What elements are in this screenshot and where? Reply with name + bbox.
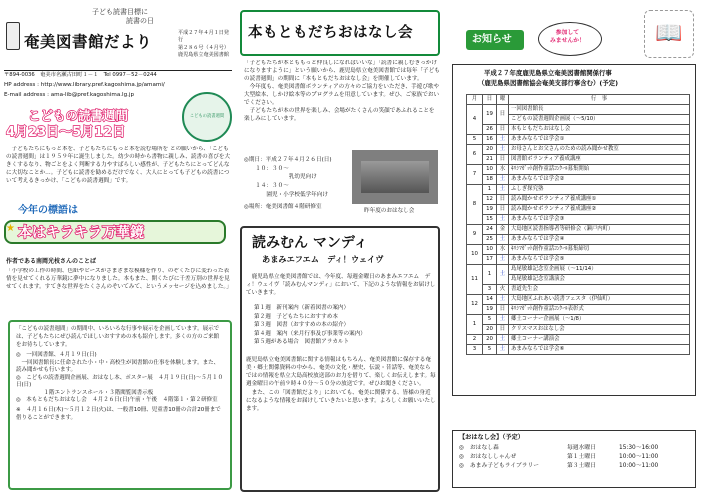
schedule-table-wrap (466, 94, 690, 355)
day-cell: 26 (483, 125, 497, 135)
detail-line-6: ◎場所：奄美図書館４階研修室 (244, 204, 322, 211)
event-cell: こどもの読書週間企画展（～5/10） (509, 115, 690, 125)
regular-time: 15:30～16:00 (619, 445, 659, 452)
header-month: 月 (467, 95, 483, 105)
schedule-subtitle: （鹿児島県図書館協会奄美支部行事含む）(予定) (478, 79, 619, 87)
ohanashi-details (244, 156, 348, 212)
table-row (467, 195, 690, 205)
day-cell: 5 (483, 345, 497, 355)
week-5: 第５週がある場合 図書館アラカルト (254, 339, 350, 345)
event-cell: 島尾敏雄記念室講演会 (509, 275, 690, 285)
regular-name: ◎ あまみ子どもライブラリー (459, 463, 540, 470)
regular-row (459, 462, 689, 471)
weekday-cell: 土 (497, 175, 509, 185)
issue-number: 第２８６号（４月号） (178, 44, 229, 51)
event-cell: 本もともだちおはなし会 (509, 125, 690, 135)
day-cell: 1 (483, 265, 497, 285)
weekday-cell: 土 (497, 345, 509, 355)
reading-week-title: こどもの読書週間 (28, 108, 129, 123)
yomimun-body-2: 鹿児島県立奄美図書館に関する情報はもちろん、奄美図書館に保存する奄美・郷土関係資料の中から、奄美の文化・歴史、伝説・昔話等、奄美ならではの情報を県立大島高校放送部のお力を借りて、楽しくお伝えします。毎週金曜日の午前９時４０分～５０分の放送です。ぜひお聞きください。 また、この「図書館だより」においても、奄美に関係する、皆様の身近になるような情報をお届けしていきたいと思います。よろしくお願いいたします。 (246, 357, 436, 412)
masthead-hand-lettering (60, 8, 180, 27)
weekday-cell: 日 (497, 105, 509, 125)
regular-when: 第１土曜日 (567, 454, 596, 461)
table-row (467, 155, 690, 165)
month-cell: 4 (467, 105, 483, 135)
month-cell: 10 (467, 245, 483, 265)
weekday-cell: 火 (497, 285, 509, 295)
weekday-cell: 日 (497, 205, 509, 215)
day-cell: 25 (483, 235, 497, 245)
day-cell: 5 (483, 315, 497, 325)
event-cell: 書道先生会 (509, 285, 690, 295)
event-cell: お母さんとお父さんのための読み聞かせ教室 (509, 145, 690, 155)
weekday-cell: 水 (497, 245, 509, 255)
day-cell: 10 (483, 165, 497, 175)
address: 〒894-0036 奄美市名瀬古田町１－１ Tel 0997－52－0244 (4, 72, 157, 78)
weekday-cell: 金 (497, 225, 509, 235)
event-cell: あまみならでは学会② (509, 175, 690, 185)
day-cell: 10 (483, 245, 497, 255)
regular-name: ◎ おはなししゃんぜ (459, 454, 517, 461)
month-cell: 6 (467, 145, 483, 165)
issue-info (178, 30, 234, 60)
weekday-cell: 日 (497, 125, 509, 135)
author-text: 「小学校の工作の時間、色紙やビーズがさまざまな模様を作り、のぞくたびに変わった表情を見せてくれる万華鏡に夢中になりました。本もまた、開くたびに千差万別の世界を見せてくれます。すてきな世界をたくさんのぞいてみて、というメッセージを込めました。」 (6, 268, 232, 290)
day-cell: 18 (483, 175, 497, 185)
event-cell: 島尾敏雄記念室企画展（～11/14） (509, 265, 690, 275)
table-row (467, 345, 690, 355)
slogan-heading: 今年の標語は (18, 205, 78, 216)
schedule-title: 平成２７年度鹿児島県立奄美図書館関係行事 (484, 69, 612, 77)
event-line-4: １階エントランスホール・３階閲覧図書示板 (38, 389, 154, 396)
email-link[interactable]: E-mail address : ama-lib@pref.kagoshima.lg.jp (4, 92, 135, 98)
event-cell: あまみならでは学会③ (509, 215, 690, 225)
event-cell: 郷土コーナー講演会 (509, 335, 690, 345)
month-cell: 5 (467, 135, 483, 145)
oshirase-banner-text: お知らせ (472, 34, 512, 45)
day-cell: 19 (483, 105, 497, 125)
weekday-cell: 日 (497, 195, 509, 205)
event-cell: 図書館ボランティア養成講座 (509, 155, 690, 165)
event-cell: 大島地区ふれあい読書フェスタ（伊仙町） (509, 295, 690, 305)
day-cell: 16 (483, 135, 497, 145)
detail-line-1: ◎期日：平成２７年４月２６日(日) (244, 157, 332, 163)
table-row (467, 175, 690, 185)
day-cell: 17 (483, 255, 497, 265)
weekday-cell: 日 (497, 155, 509, 165)
regular-row (459, 453, 689, 462)
speech-bubble-text: 参加して みませんか！ (550, 30, 585, 44)
month-cell: 8 (467, 185, 483, 225)
detail-line-4: １４：３０～ (244, 182, 289, 189)
table-row (467, 315, 690, 325)
photo-caption: 昨年度のおはなし会 (364, 208, 415, 214)
event-cell: 読み聞かせボランティア養成講座① (509, 195, 690, 205)
author-heading: 作者である南岡光枝さんのことば (6, 258, 97, 265)
table-row (467, 245, 690, 255)
publisher: 鹿児島県立奄美図書館 (178, 52, 229, 59)
slogan: 本はキラキラ万華鏡 (18, 225, 144, 241)
table-row (467, 335, 690, 345)
table-row (467, 165, 690, 175)
detail-line-2: １０：３０～ (244, 165, 289, 172)
week-1: 第１週 新刊案内（新着図書の案内） (254, 305, 350, 311)
weekday-cell: 土 (497, 255, 509, 265)
week-2: 第２週 子どもたちにおすすめ本 (254, 313, 338, 320)
day-cell: 19 (483, 305, 497, 315)
ohanashi-photo (352, 150, 438, 204)
regular-when: 第３土曜日 (567, 463, 596, 470)
regular-ohanashi-box (452, 430, 696, 488)
detail-line-3: 乳幼児向け (244, 174, 317, 181)
table-row (467, 185, 690, 195)
table-row (467, 235, 690, 245)
weekday-cell: 土 (497, 235, 509, 245)
event-notice-box (8, 320, 232, 490)
yomimun-subtitle: あまみエフエム ディ！ウェイヴ (262, 254, 384, 264)
event-line-5: ◎ 本もともだちおはなし会 ４月２６日(日)午前・午後 ４階第１・第２研修室 (16, 396, 218, 403)
event-cell: あまみならでは学会⑤ (509, 255, 690, 265)
book-icon (6, 22, 20, 50)
event-cell: ｷﾘｼﾏｶﾞｯﾄ創作童話ｺﾝｸｰﾙ表彰式 (509, 305, 690, 315)
event-cell: ふしぎ探究塾 (509, 185, 690, 195)
table-row (467, 225, 690, 235)
day-cell: 21 (483, 155, 497, 165)
event-cell: クリスマスおはなし会 (509, 325, 690, 335)
event-line-2: 一回図書館長に任命された小・中・高校生が図書館の仕事を体験します。また、読み聞かせも行います。 (16, 359, 220, 374)
header-weekday: 曜 (497, 95, 509, 105)
ohanashi-title: 本もともだちおはなし会 (248, 25, 413, 41)
weekday-cell: 水 (497, 165, 509, 175)
event-line-1: ◎ 一回図書館、４月１９日(日) (16, 352, 97, 359)
column-right (444, 0, 702, 496)
yomimun-body: 鹿児島県立奄美図書館では、今年度、毎週金曜日のあまみエフエム ディ！ウェイヴ「読みむんマンディ」において、下記のような情報をお届けしていきます。 (246, 274, 436, 296)
slogan-star-icon: ★ (6, 223, 15, 234)
month-cell: 9 (467, 225, 483, 245)
week-4: 第４週 案内（来月行事及び事業等の案内） (254, 330, 366, 337)
schedule-table (466, 94, 690, 355)
day-cell: 14 (483, 295, 497, 305)
notice-intro: 「こどもの読書週間」の期間中、いろいろな行事や展示を企画しています。展示では、子どもたちにぜひ読んでほしいおすすめの本も紹介します。多くの方のご来館をお待ちしています。 (16, 326, 220, 348)
header-day: 日 (483, 95, 497, 105)
reading-week-stamp (182, 92, 232, 142)
event-cell: 郷土コーナー企画展（～1/8） (509, 315, 690, 325)
column-middle (236, 0, 442, 496)
event-cell: ｷﾘｼﾏｶﾞｯﾄ創作童話ｺﾝｸｰﾙ募集締切 (509, 245, 690, 255)
table-row (467, 105, 690, 115)
reading-week-dates: 4月23日～5月12日 (6, 125, 126, 140)
day-cell: 15 (483, 215, 497, 225)
regular-row (459, 444, 689, 453)
table-row (467, 135, 690, 145)
table-row (467, 305, 690, 315)
weekday-cell: 土 (497, 215, 509, 225)
yomimun-title: 読みむん マンディ (252, 235, 368, 251)
table-row (467, 145, 690, 155)
day-cell: 19 (483, 205, 497, 215)
table-row (467, 295, 690, 305)
regular-title: 【おはなし会】（予定） (459, 434, 524, 441)
stamp-text: こどもの読書週間 (189, 114, 225, 119)
day-cell: 20 (483, 145, 497, 155)
table-row (467, 325, 690, 335)
table-row (467, 285, 690, 295)
header-event: 行 事 (509, 95, 690, 105)
weekday-cell: 土 (497, 265, 509, 285)
week-3: 第３週 図書（おすすめの本の紹介） (254, 322, 350, 328)
regular-name: ◎ おはなし森 (459, 445, 499, 452)
event-cell: 大島地区読書指導者等研修会（瀬戸内町） (509, 225, 690, 235)
table-row (467, 265, 690, 275)
weekday-cell: 土 (497, 145, 509, 155)
weekday-cell: 日 (497, 305, 509, 315)
notice-closing: ※ ４月１６日(木)～５月１２日(火)は、一般書10冊、児童書10冊の合計20冊まで借りることができます。 (16, 407, 221, 421)
day-cell: 12 (483, 195, 497, 205)
month-cell: 1 (467, 315, 483, 335)
weekday-cell: 日 (497, 325, 509, 335)
table-row (467, 205, 690, 215)
table-row (467, 215, 690, 225)
weekday-cell: 土 (497, 295, 509, 305)
weekday-cell: 土 (497, 315, 509, 325)
hand-line-1: 子ども読書目標に (92, 8, 148, 16)
day-cell: 24 (483, 225, 497, 235)
ohanashi-body: 「子どもたちが本とももっと仲良しになればいいな」「読書に親しむきっかけになりますように」という願いから、鹿児島県立奄美図書館では毎年「子どもの読書週間」の期間に「本もともだちおはなし会」を開催しています。 今年度も、奄美図書館ボランティアの方々のご協力をいただき、手遊び歌や大型絵本、しかけ絵本等のプログラムを用意しています。ぜひ、ご家族でおいでください。 子どもたちが本の世界を楽しみ、会場がたくさんの笑顔であふれることを楽しみにしています。 (244, 60, 440, 122)
day-cell: 20 (483, 335, 497, 345)
hand-line-2: 読書の日 (126, 17, 154, 26)
month-cell: 11 (467, 265, 483, 295)
month-cell: 7 (467, 165, 483, 185)
homepage-link[interactable]: HP address : http://www.library.pref.kagoshima.jp/amami/ (4, 82, 165, 88)
month-cell: 3 (467, 345, 483, 355)
regular-time: 10:00～11:00 (619, 454, 659, 461)
event-line-3: ◎ こどもの読書週間企画展、おはなし本、ポスター展 ４月１９日(日)～５月１０日(日) (16, 374, 224, 389)
reading-child-icon: 📖 (644, 10, 694, 58)
day-cell: 20 (483, 325, 497, 335)
weekday-cell: 土 (497, 335, 509, 345)
table-row (467, 125, 690, 135)
event-cell: あまみならでは学会⑥ (509, 345, 690, 355)
masthead-rule (4, 70, 232, 71)
month-cell: 2 (467, 335, 483, 345)
regular-time: 10:00～11:00 (619, 463, 659, 470)
weekday-cell: 土 (497, 135, 509, 145)
yomimun-weeks (254, 304, 436, 347)
event-cell: 読み聞かせボランティア養成講座② (509, 205, 690, 215)
day-cell: 1 (483, 185, 497, 195)
regular-when: 毎週水曜日 (567, 445, 596, 452)
table-row (467, 255, 690, 265)
reading-week-body: 子どもたちにもっと本を、子どもたちにもっと本を読む場所を との願いから、「こどもの読書週間」は１９５９年に誕生しました。幼少の時から書物に親しみ、読書の喜びを大きくするなり、物ごとをよく判断する力やすばらしい感性が、子どもたちにとってどんなに大切なことか…。子どもに読書を勧めるだけでなく、大人にとっても子どもの読書について考えるきっかけ、「こどもの読書週間」です。 (6, 146, 231, 184)
column-left (0, 0, 234, 496)
newsletter-title: 奄美図書館だより (24, 32, 153, 51)
month-cell: 12 (467, 295, 483, 315)
weekday-cell: 土 (497, 185, 509, 195)
event-cell: あまみならでは学会④ (509, 235, 690, 245)
day-cell: 3 (483, 285, 497, 295)
detail-line-5: 園児・小学校低学年向け (244, 191, 328, 198)
event-cell: 一回図書館長 (509, 105, 690, 115)
issue-date: 平成２７年４月１日発行 (178, 30, 229, 44)
event-cell: あまみならでは学会① (509, 135, 690, 145)
event-cell: ｷﾘｼﾏｶﾞｯﾄ創作童話ｺﾝｸｰﾙ募集開始 (509, 165, 690, 175)
